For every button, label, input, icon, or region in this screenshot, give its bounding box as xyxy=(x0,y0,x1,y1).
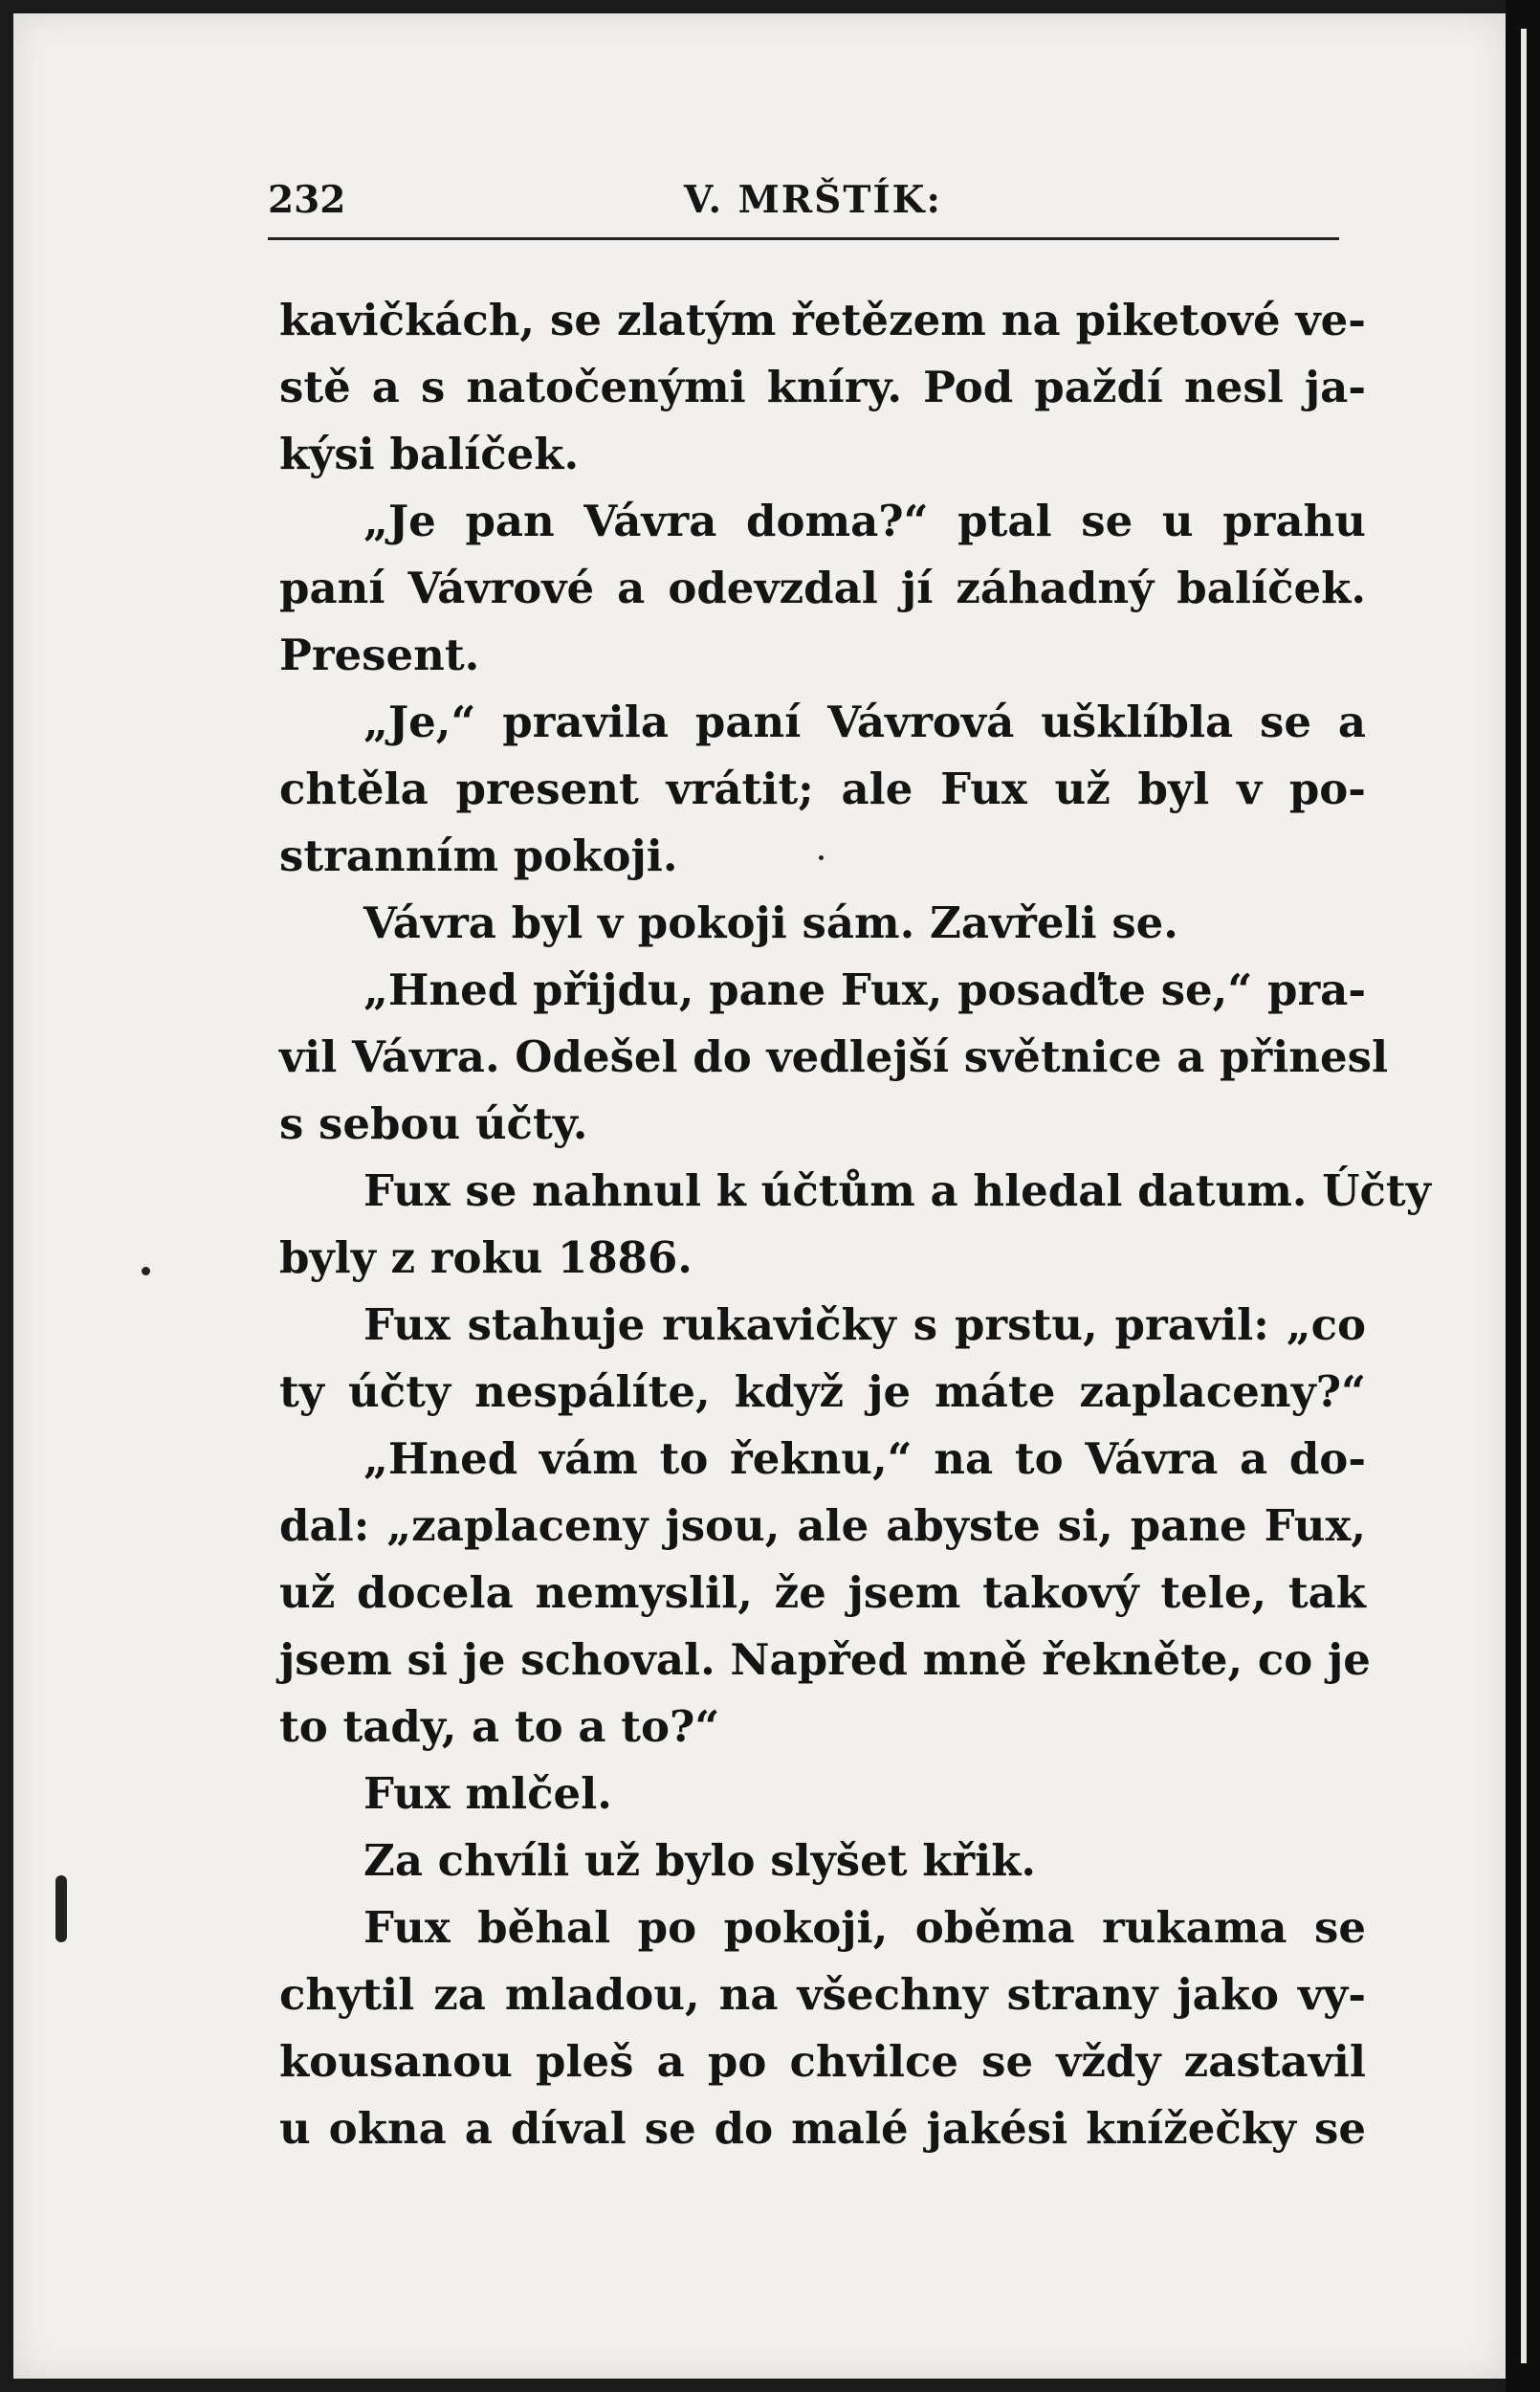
text-line: u okna a díval se do malé jakési knížečky se xyxy=(279,2103,1366,2154)
text-line: chytil za mladou, na všechny strany jako vy- xyxy=(279,1969,1366,2020)
text-line: Fux mlčel. xyxy=(363,1768,612,1819)
text-line: kýsi balíček. xyxy=(279,429,580,479)
text-line: dal: „zaplaceny jsou, ale abyste si, pane Fux, xyxy=(279,1500,1366,1551)
text-line: chtěla present vrátit; ale Fux už byl v po- xyxy=(279,764,1366,814)
text-line: kousanou pleš a po chvilce se vždy zastavil xyxy=(279,2036,1366,2087)
header-rule xyxy=(268,237,1339,240)
running-head: V. MRŠTÍK: xyxy=(684,178,942,222)
text-line: stě a s natočenými kníry. Pod paždí nesl ja- xyxy=(279,362,1366,412)
text-line: Fux běhal po pokoji, oběma rukama se xyxy=(363,1902,1366,1953)
text-line: Fux stahuje rukavičky s prstu, pravil: „co xyxy=(363,1299,1366,1350)
text-line: vil Vávra. Odešel do vedlejší světnice a přinesl xyxy=(279,1031,1389,1082)
text-line: Za chvíli už bylo slyšet křik. xyxy=(363,1835,1037,1886)
text-line: „Je pan Vávra doma?“ ptal se u prahu xyxy=(363,496,1366,546)
body-text xyxy=(279,287,1431,2162)
text-line: byly z roku 1886. xyxy=(279,1232,693,1283)
text-line: stranním pokoji. xyxy=(279,831,678,881)
text-line: kavičkách, se zlatým řetězem na piketové ve- xyxy=(279,295,1366,345)
text-line: Fux se nahnul k účtům a hledal datum. Účty xyxy=(363,1165,1431,1216)
ink-speck xyxy=(819,855,824,860)
text-line: ty účty nespálíte, když je máte zaplaceny?“ xyxy=(279,1366,1366,1417)
text-line: jsem si je schoval. Napřed mně řekněte, co je xyxy=(279,1634,1371,1685)
text-line: Present. xyxy=(279,630,480,680)
text-line: „Hned vám to řeknu,“ na to Vávra a do- xyxy=(363,1433,1366,1484)
page-header xyxy=(268,178,1339,226)
text-line: Vávra byl v pokoji sám. Zavřeli se. xyxy=(363,897,1178,948)
page-number: 232 xyxy=(268,178,346,222)
scan-edge-strip xyxy=(1521,29,1527,2363)
text-line: už docela nemyslil, že jsem takový tele, tak xyxy=(279,1567,1366,1618)
text-line: s sebou účty. xyxy=(279,1098,588,1149)
text-line: „Je,“ pravila paní Vávrová ušklíbla se a xyxy=(363,697,1366,747)
text-line: „Hned přijdu, pane Fux, posaďte se,“ pra- xyxy=(363,964,1366,1015)
text-line: paní Vávrové a odevzdal jí záhadný balíček. xyxy=(279,563,1366,613)
ink-speck xyxy=(55,1875,67,1942)
ink-speck xyxy=(142,1267,150,1275)
text-line: to tady, a to a to?“ xyxy=(279,1701,720,1752)
